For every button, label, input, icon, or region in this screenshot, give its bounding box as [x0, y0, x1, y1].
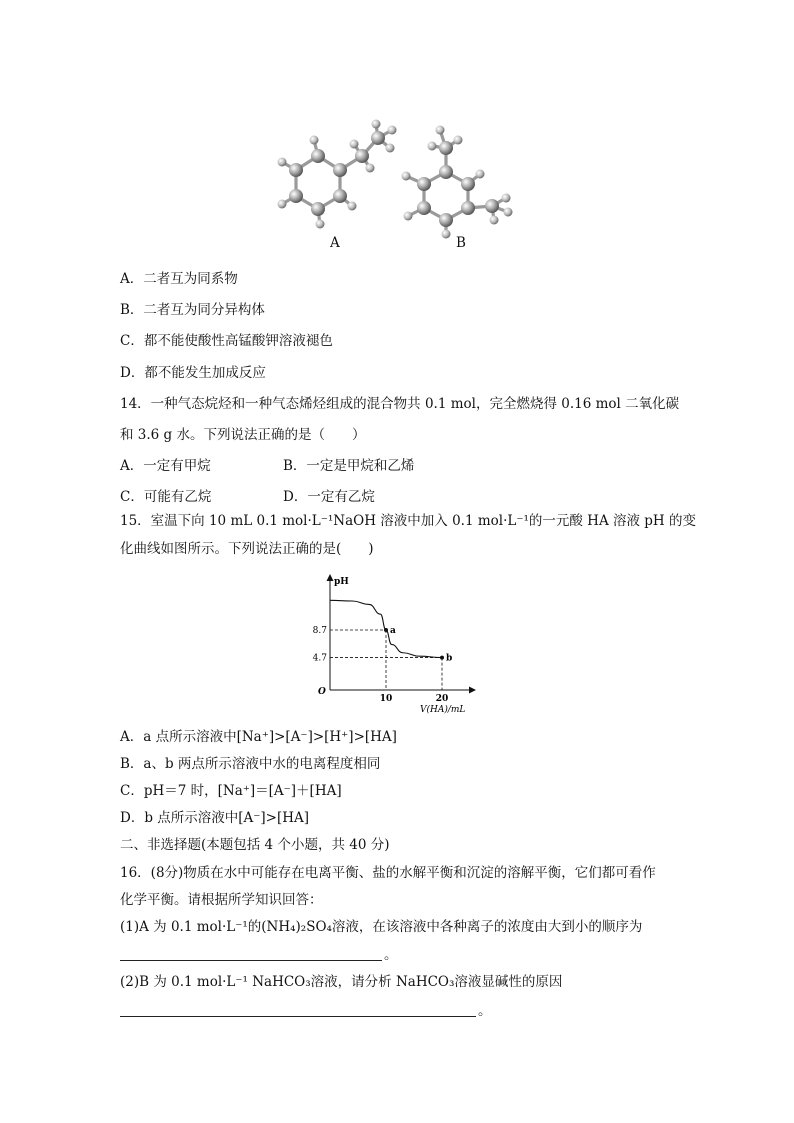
q13-option-a: A．二者互为同系物	[120, 271, 238, 287]
point-b	[440, 656, 444, 660]
x-tick-label: 10	[379, 694, 393, 704]
q15-option-a: A．a 点所示溶液中[Na⁺]>[A⁻]>[H⁺]>[HA]	[120, 729, 397, 745]
ph-titration-chart	[300, 572, 490, 722]
q15-stem-line1: 15．室温下向 10 mL 0.1 mol·L⁻¹NaOH 溶液中加入 0.1 mol·L⁻¹的一元酸 HA 溶液 pH 的变	[120, 513, 696, 529]
q13-option-c: C．都不能使酸性高锰酸钾溶液褪色	[120, 333, 333, 349]
y-tick-label: 4.7	[312, 653, 327, 664]
y-axis-label: pH	[334, 577, 349, 587]
q16-stem-line2: 化学平衡。请根据所学知识回答：	[120, 892, 323, 908]
molecule-label-b: B	[456, 235, 466, 251]
q14-stem-line1: 14．一种气态烷烃和一种气态烯烃组成的混合物共 0.1 mol，完全燃烧得 0.16 mol 二氧化碳	[120, 396, 680, 412]
molecule-figure	[270, 116, 530, 256]
q14-stem-line2: 和 3.6 g 水。下列说法正确的是（ ）	[120, 427, 366, 443]
molecule-a-atoms	[278, 120, 397, 229]
q15-option-b: B．a、b 两点所示溶液中水的电离程度相同	[120, 756, 381, 772]
point-a	[384, 628, 388, 632]
q14-option-b: B．一定是甲烷和乙烯	[283, 458, 415, 474]
point-label-a: a	[390, 625, 396, 636]
origin-label: O	[318, 687, 326, 697]
molecule-b-atoms	[402, 126, 513, 239]
x-tick-label: 20	[435, 694, 449, 704]
molecule-label-a: A	[330, 235, 340, 251]
q15-option-d: D．b 点所示溶液中[A⁻]>[HA]	[120, 810, 310, 826]
q16-part1: (1)A 为 0.1 mol·L⁻¹的(NH₄)₂SO₄溶液，在该溶液中各种离子的浓度由大到小的顺序为	[120, 919, 643, 935]
q14-option-d: D．一定有乙烷	[283, 489, 375, 505]
q16-stem-line1: 16．(8分)物质在水中可能存在电离平衡、盐的水解平衡和沉淀的溶解平衡，它们都可看作	[120, 865, 656, 881]
q16-part2-end: 。	[478, 1003, 492, 1019]
q13-option-d: D．都不能发生加成反应	[120, 365, 266, 381]
q16-part1-answer-line[interactable]	[120, 960, 382, 961]
q15-option-c: C．pH＝7 时，[Na⁺]＝[A⁻]＋[HA]	[120, 783, 342, 799]
q14-option-c: C．可能有乙烷	[120, 489, 212, 505]
q14-option-a: A．一定有甲烷	[120, 458, 211, 474]
x-axis-label: V(HA)/mL	[420, 705, 466, 715]
q16-part1-end: 。	[384, 947, 398, 963]
q16-part2: (2)B 为 0.1 mol·L⁻¹ NaHCO₃溶液，请分析 NaHCO₃溶液显碱性的原因	[120, 974, 563, 990]
q13-option-b: B．二者互为同分异构体	[120, 302, 265, 318]
point-label-b: b	[446, 653, 453, 664]
y-tick-label: 8.7	[312, 625, 327, 636]
q15-stem-line2: 化曲线如图所示。下列说法正确的是( )	[120, 541, 374, 557]
section-heading: 二、非选择题(本题包括 4 个小题，共 40 分)	[120, 837, 390, 853]
q16-part2-answer-line[interactable]	[120, 1016, 476, 1017]
